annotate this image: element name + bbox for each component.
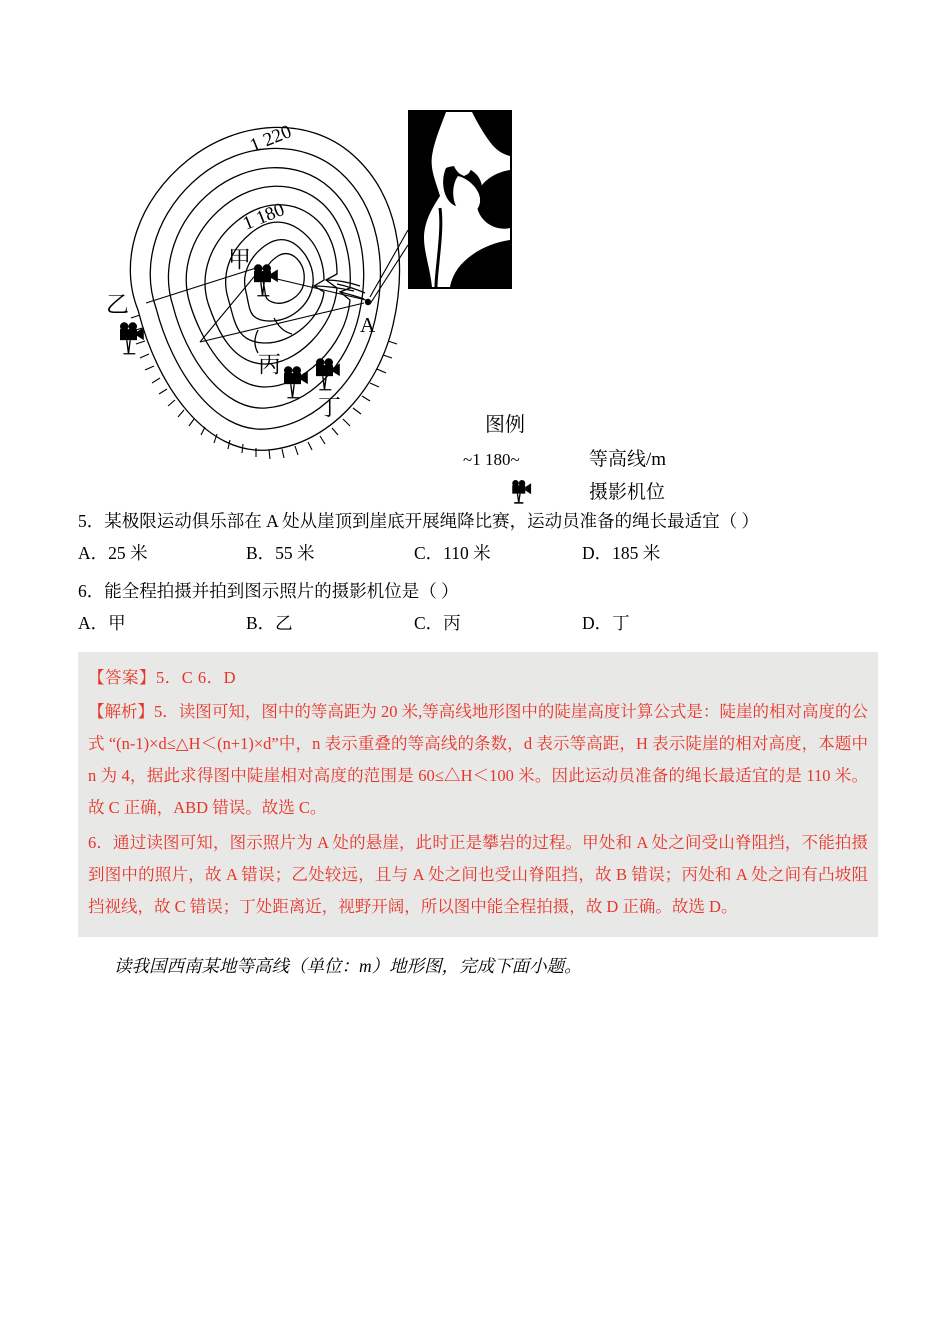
question-5-number: 5．: [78, 511, 105, 531]
analysis-question-5: 【解析】5．读图可知，图中的等高距为 20 米,等高线地形图中的陡崖高度计算公式是：陡崖的相对高度的公式 “(n-1)×d≤△H＜(n+1)×d”中，n 表示重叠的等高线的条数，d 表示等高距，H 表示陡崖的相对高度，本题中 n 为 4，据此求得图中陡崖相对高度的范围是 60≤△H＜100 米。因此运动员准备的绳长最适宜的是 110 米。故 C 正确，ABD 错误。故选 C。: [88, 701, 868, 818]
camera-yi: [106, 292, 144, 354]
inset-photo: [408, 110, 512, 289]
contour-legend-label: 等高线/m: [589, 449, 667, 470]
contour-map-figure: [78, 60, 878, 504]
camera-icon: [463, 480, 581, 506]
option-5-a[interactable]: A．25 米: [78, 542, 148, 563]
camera-jia: [228, 247, 278, 296]
question-5: [78, 506, 878, 570]
contour-label-1220: 1 220: [247, 121, 295, 157]
option-6-c[interactable]: C．丙: [414, 612, 461, 633]
question-6-stem: [78, 576, 878, 607]
camera-bing: [258, 352, 308, 398]
question-5-options: [78, 537, 878, 570]
camera-legend-label: 摄影机位: [589, 482, 666, 504]
option-6-b[interactable]: B．乙: [246, 612, 293, 633]
answer-line: 【答案】5．C 6．D: [88, 667, 237, 687]
label-jia: 甲: [228, 247, 251, 272]
camera-ding: [316, 358, 341, 420]
contour-symbol: ~1 180~: [463, 449, 520, 469]
question-6: [78, 576, 878, 640]
next-section-intro: 读我国西南某地等高线（单位：m）地形图，完成下面小题。: [114, 956, 582, 977]
contour-label-1180: 1 180: [240, 199, 288, 235]
question-5-stem: [78, 506, 878, 537]
option-5-d[interactable]: D．185 米: [582, 542, 661, 563]
legend-row-contour: [463, 445, 666, 474]
option-5-c[interactable]: C．110 米: [414, 542, 491, 563]
question-6-text: 能全程拍摄并拍到图示照片的摄影机位是（ ）: [104, 580, 459, 601]
label-yi: 乙: [106, 292, 129, 317]
option-6-a[interactable]: A．甲: [78, 612, 126, 633]
map-legend: [463, 410, 666, 508]
label-bing: 丙: [258, 352, 281, 377]
question-5-text: 某极限运动俱乐部在 A 处从崖顶到崖底开展绳降比赛，运动员准备的绳长最适宜（ ）: [104, 511, 760, 531]
label-ding: 丁: [318, 395, 341, 420]
point-a-label: A: [360, 313, 376, 337]
legend-title: 图例: [485, 414, 525, 436]
legend-row-camera: [463, 478, 666, 507]
question-6-options: [78, 607, 878, 640]
page-content: [78, 60, 878, 978]
option-5-b[interactable]: B．55 米: [246, 542, 315, 563]
climber-silhouette-svg: [410, 112, 510, 287]
camera-glyph-svg: [505, 480, 539, 506]
question-6-number: 6．: [78, 580, 105, 601]
analysis-question-6: 6．通过读图可知，图示照片为 A 处的悬崖，此时正是攀岩的过程。甲处和 A 处之间受山脊阻挡，不能拍摄到图中的照片，故 A 错误；乙处较远，且与 A 处之间也受山脊阻挡，故 B 错误；丙处和 A 处之间有凸坡阻挡视线，故 C 错误；丁处距离近，视野开阔，所以图中能全程拍摄，故 D 正确。故选 D。: [88, 832, 868, 916]
point-a-marker: [365, 299, 371, 305]
answer-explanation-block: [78, 652, 878, 937]
option-6-d[interactable]: D．丁: [582, 612, 630, 633]
